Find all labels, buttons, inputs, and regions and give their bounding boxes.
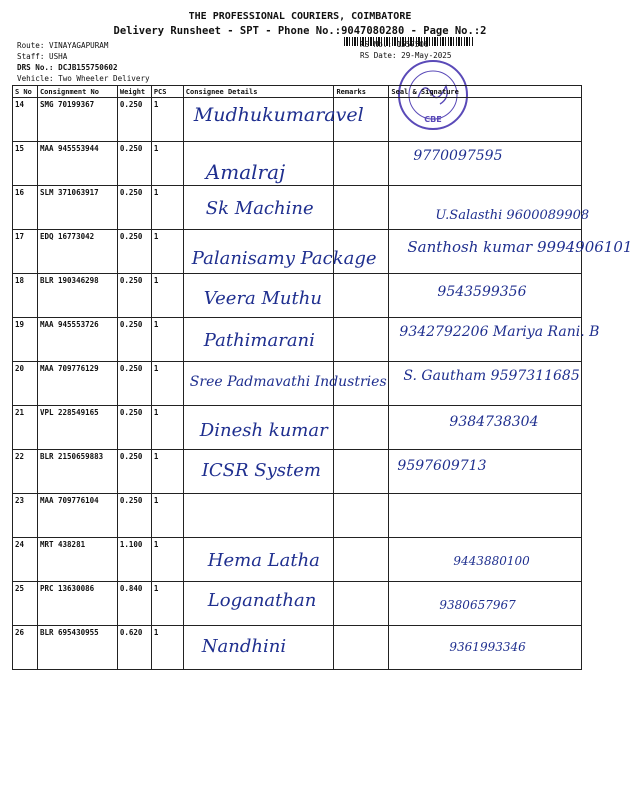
handwritten-signature: 9342792206 Mariya Rani. B	[399, 324, 600, 340]
cell-consignment: SLM 371063917	[37, 186, 117, 230]
handwritten-consignee: Dinesh kumar	[199, 420, 328, 441]
cell-pcs: 1	[151, 538, 183, 582]
cell-signature	[389, 274, 582, 318]
cell-sno: 23	[13, 494, 38, 538]
rs-number: RS No.: 1557506	[360, 40, 429, 49]
handwritten-consignee: Sree Padmavathi Industries	[189, 374, 387, 390]
col-weight: Weight	[117, 86, 151, 98]
table-row	[13, 230, 582, 274]
cell-consignment: BLR 695430955	[37, 626, 117, 670]
col-signature: Seal & Signature	[389, 86, 582, 98]
handwritten-consignee: Veera Muthu	[203, 288, 322, 309]
cell-signature	[389, 362, 582, 406]
drs-label: DRS No.: DCJB155750602	[17, 63, 118, 72]
table-row	[13, 98, 582, 142]
cell-consignment: MAA 709776104	[37, 494, 117, 538]
col-consignee: Consignee Details	[183, 86, 334, 98]
cell-remarks	[334, 318, 389, 362]
cell-signature	[389, 98, 582, 142]
cell-consignee	[183, 406, 334, 450]
cell-pcs: 1	[151, 274, 183, 318]
cell-pcs: 1	[151, 98, 183, 142]
table-row	[13, 274, 582, 318]
cell-sno: 17	[13, 230, 38, 274]
runsheet-subtitle: Delivery Runsheet - SPT - Phone No.:9047080280 - Page No.:2	[113, 25, 487, 37]
handwritten-signature: S. Gautham 9597311685	[403, 368, 580, 384]
company-title: THE PROFESSIONAL COURIERS, COIMBATORE	[188, 11, 412, 22]
cell-consignment: MRT 438281	[37, 538, 117, 582]
stamp-text: CBE	[424, 115, 442, 124]
route-label: Route: VINAYAGAPURAM	[17, 41, 109, 50]
col-sno: S No	[13, 86, 38, 98]
cell-pcs: 1	[151, 230, 183, 274]
cell-weight: 0.250	[117, 142, 151, 186]
handwritten-consignee: Sk Machine	[205, 198, 314, 219]
handwritten-consignee: Hema Latha	[207, 550, 320, 571]
table-row	[13, 318, 582, 362]
cell-weight: 0.250	[117, 318, 151, 362]
col-remarks: Remarks	[334, 86, 389, 98]
cell-pcs: 1	[151, 406, 183, 450]
rs-date: RS Date: 29-May-2025	[360, 51, 452, 60]
handwritten-signature: 9384738304	[449, 414, 539, 430]
handwritten-consignee: Loganathan	[207, 590, 317, 611]
cell-consignment: MAA 945553726	[37, 318, 117, 362]
cell-weight: 0.250	[117, 98, 151, 142]
cell-sno: 18	[13, 274, 38, 318]
cell-consignee	[183, 538, 334, 582]
cell-sno: 22	[13, 450, 38, 494]
cell-sno: 21	[13, 406, 38, 450]
table-row	[13, 142, 582, 186]
handwritten-signature: 9770097595	[413, 148, 503, 164]
cell-consignment: BLR 2150659883	[37, 450, 117, 494]
cell-pcs: 1	[151, 142, 183, 186]
cell-sno: 19	[13, 318, 38, 362]
cell-signature	[389, 186, 590, 230]
cell-sno: 20	[13, 362, 38, 406]
cell-consignment: BLR 190346298	[37, 274, 117, 318]
cell-consignment: VPL 228549165	[37, 406, 117, 450]
cell-signature	[389, 626, 582, 670]
handwritten-signature: 9361993346	[449, 640, 526, 654]
cell-weight: 0.250	[117, 362, 151, 406]
cell-pcs: 1	[151, 186, 183, 230]
cell-sno: 14	[13, 98, 38, 142]
cell-weight: 0.840	[117, 582, 151, 626]
cell-sno: 16	[13, 186, 38, 230]
handwritten-consignee: Palanisamy Package	[191, 248, 377, 269]
cell-signature	[389, 318, 600, 362]
cell-consignee	[183, 318, 334, 362]
table-row	[13, 538, 582, 582]
cell-consignee	[183, 186, 334, 230]
handwritten-signature: 9380657967	[439, 598, 516, 612]
cell-remarks	[334, 626, 389, 670]
table-header	[13, 86, 582, 98]
cell-sno: 26	[13, 626, 38, 670]
cell-consignee	[183, 494, 334, 538]
cell-consignee	[183, 362, 387, 406]
handwritten-consignee: Amalraj	[205, 160, 286, 184]
cell-sno: 24	[13, 538, 38, 582]
handwritten-signature: Santhosh kumar 9994906101	[407, 238, 632, 256]
cell-remarks	[334, 450, 389, 494]
handwritten-consignee: Pathimarani	[203, 330, 315, 351]
cell-weight: 0.250	[117, 230, 151, 274]
table-row	[13, 626, 582, 670]
cell-signature	[389, 230, 632, 274]
cell-consignee	[183, 626, 334, 670]
cell-signature	[389, 494, 582, 538]
cell-weight: 0.250	[117, 494, 151, 538]
cell-consignment: PRC 13630086	[37, 582, 117, 626]
cell-remarks	[334, 406, 389, 450]
col-consignment: Consignment No	[37, 86, 117, 98]
cell-signature	[389, 582, 582, 626]
cell-consignee	[183, 274, 334, 318]
handwritten-signature: 9543599356	[437, 284, 527, 300]
cell-consignment: MAA 945553944	[37, 142, 117, 186]
vehicle-label: Vehicle: Two Wheeler Delivery	[17, 74, 150, 83]
cell-signature	[389, 406, 582, 450]
cell-remarks	[334, 582, 389, 626]
cell-signature	[389, 538, 582, 582]
handwritten-signature: 9443880100	[453, 554, 530, 568]
cell-pcs: 1	[151, 318, 183, 362]
cell-remarks	[334, 142, 389, 186]
cell-pcs: 1	[151, 362, 183, 406]
cell-weight: 0.250	[117, 406, 151, 450]
cell-signature	[389, 142, 582, 186]
cell-weight: 0.250	[117, 450, 151, 494]
cell-weight: 0.250	[117, 274, 151, 318]
cell-signature	[389, 450, 582, 494]
cell-pcs: 1	[151, 450, 183, 494]
cell-weight: 1.100	[117, 538, 151, 582]
cell-pcs: 1	[151, 626, 183, 670]
cell-pcs: 1	[151, 494, 183, 538]
cell-consignee	[183, 98, 364, 142]
cell-consignment: SMG 70199367	[37, 98, 117, 142]
col-pcs: PCS	[151, 86, 183, 98]
table-row	[13, 362, 582, 406]
cell-sno: 25	[13, 582, 38, 626]
cell-remarks	[334, 494, 389, 538]
handwritten-consignee: Nandhini	[201, 636, 287, 657]
cell-pcs: 1	[151, 582, 183, 626]
cell-remarks	[334, 186, 389, 230]
staff-label: Staff: USHA	[17, 52, 68, 61]
handwritten-consignee: ICSR System	[201, 460, 321, 481]
handwritten-signature: 9597609713	[397, 458, 487, 474]
cell-weight: 0.620	[117, 626, 151, 670]
cell-consignment: MAA 709776129	[37, 362, 117, 406]
cell-remarks	[334, 274, 389, 318]
table-row	[13, 406, 582, 450]
table-row	[13, 494, 582, 538]
runsheet-table	[12, 85, 632, 670]
table-row	[13, 450, 582, 494]
cell-consignee	[183, 582, 334, 626]
table-row	[13, 186, 582, 230]
cell-consignee	[183, 450, 334, 494]
table-row	[13, 582, 582, 626]
cell-sno: 15	[13, 142, 38, 186]
handwritten-consignee: Mudhukumaravel	[193, 104, 364, 126]
handwritten-signature: U.Salasthi 9600089908	[435, 208, 590, 223]
cell-consignee	[183, 142, 334, 186]
cell-consignment: EDQ 16773042	[37, 230, 117, 274]
cell-consignee	[183, 230, 377, 274]
cell-remarks	[334, 538, 389, 582]
cell-weight: 0.250	[117, 186, 151, 230]
